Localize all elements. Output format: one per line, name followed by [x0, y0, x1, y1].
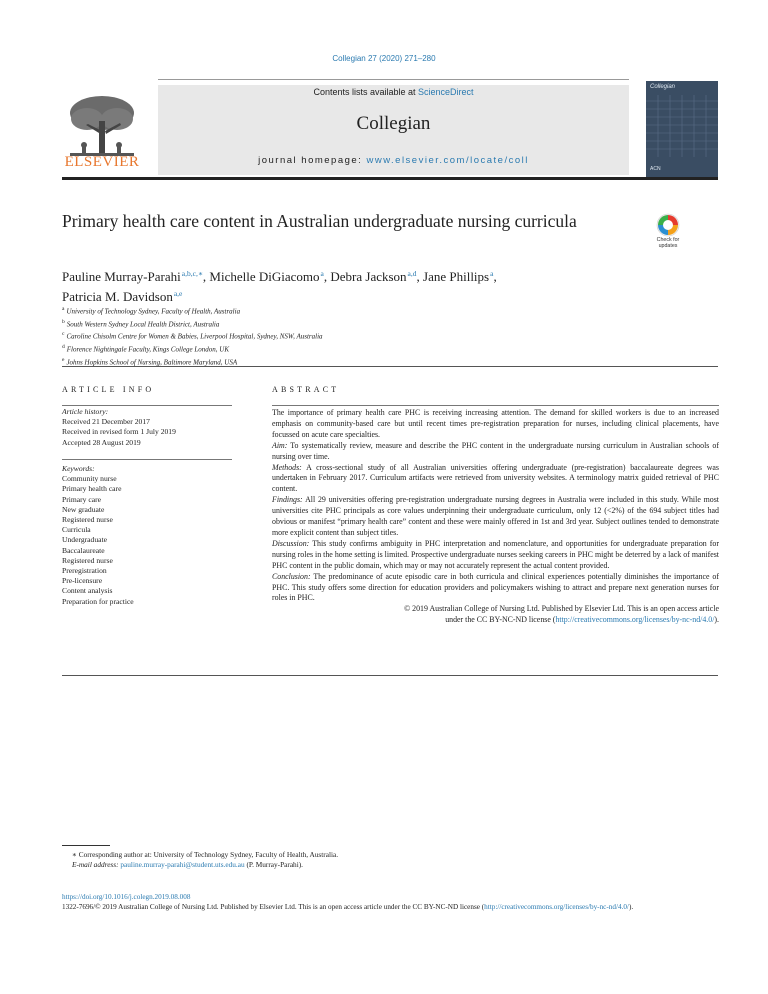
banner-top-rule: [158, 79, 629, 80]
journal-citation[interactable]: Collegian 27 (2020) 271–280: [332, 54, 436, 63]
author-marks[interactable]: a: [320, 269, 324, 278]
abstract-heading: ABSTRACT: [272, 385, 340, 394]
affiliation-item: $^d$ Florence Nightingale Faculty, Kings College London, UK: [62, 343, 230, 354]
doi-link[interactable]: https://doi.org/10.1016/j.colegn.2019.08.008: [62, 893, 191, 901]
article-title: Primary health care content in Australian undergraduate nursing curricula: [62, 211, 577, 231]
abstract-bottom-rule: [62, 675, 718, 676]
author-name[interactable]: Pauline Murray-Parahi: [62, 269, 181, 284]
affiliation-item: $^c$ Caroline Chisolm Centre for Women & Babies, Liverpool Hospital, Sydney, NSW, Australia: [62, 331, 323, 341]
abstract-methods: Methods: A cross-sectional study of all Australian universities offering undergraduate (pre-registration) baccalaureate degrees was undertaken in February 2017. Curriculum artifacts were retrieved from university websites. A terminology matrix guided retrieval of PHC content.: [272, 462, 719, 494]
history-item: Accepted 28 August 2019: [62, 437, 141, 447]
keywords: [62, 464, 232, 607]
article-info-rule: [62, 405, 232, 406]
email-line: E-mail address: pauline.murray-parahi@student.uts.edu.au (P. Murray-Parahi).: [72, 859, 303, 869]
abstract-rule: [272, 405, 719, 406]
abstract-findings: Findings: All 29 universities offering pre-registration undergraduate nursing degrees in Australia were included in this study. While most universities cite PHC principals as core values underpinning their undergraduate curriculum, only 12 (<2%) of the 694 subject titles had obvious or manifest “primary health care” content and these were mainly offered in 1st and 3rd year. Subject outlines tended to demonstrate more explicit content than subject titles.: [272, 495, 719, 537]
abstract-copyright: © 2019 Australian College of Nursing Ltd. Published by Elsevier Ltd. This is an open access article under the CC BY-NC-ND license (http://creativecommons.org/licenses/by-nc-nd/4.0/).: [404, 604, 719, 625]
corresponding-footnote: [62, 850, 392, 869]
article-info-heading: ARTICLE INFO: [62, 385, 155, 394]
affiliation-item: $^e$ Johns Hopkins School of Nursing, Baltimore Maryland, USA: [62, 356, 238, 366]
cover-pattern-icon: [646, 95, 718, 157]
history-item: Received 21 December 2017: [62, 417, 150, 427]
article-history-label: Article history:: [62, 407, 109, 416]
author-marks[interactable]: a: [490, 269, 494, 278]
keyword-item: Preparation for practice: [62, 596, 134, 606]
section-rule: [62, 366, 718, 367]
keyword-item: Curricula: [62, 525, 91, 535]
author-name[interactable]: Michelle DiGiacomo: [209, 269, 320, 284]
footer-license-link[interactable]: http://creativecommons.org/licenses/by-nc-nd/4.0/: [484, 903, 629, 911]
author-name[interactable]: Jane Phillips: [423, 269, 490, 284]
abstract-conclusion: Conclusion: The predominance of acute episodic care in both curricula and clinical experiences potentially diminishes the importance of PHC. This study offers some direction for education providers and policymakers wishing to attract and prepare next generation nurses for roles in PHC.: [272, 571, 719, 603]
keyword-item: Baccalaureate: [62, 545, 105, 555]
journal-title: Collegian: [356, 113, 431, 134]
abstract-body: [272, 408, 719, 626]
keyword-item: Registered nurse: [62, 555, 113, 565]
contents-available: Contents lists available at ScienceDirect: [313, 87, 474, 97]
license-link[interactable]: http://creativecommons.org/licenses/by-nc-nd/4.0/: [555, 615, 715, 625]
author-list: Pauline Murray-Parahi$^{a,b,c,∗}$, Michelle DiGiacomo$^a$, Debra Jackson$^{a,d}$, Jane Phillips$^a$, Patricia M. Davidson$^{a,e}$: [62, 269, 497, 304]
author-marks[interactable]: a,b,c,∗: [181, 269, 203, 278]
abstract-intro: The importance of primary health care PHC is receiving increasing attention. The demand for skilled workers is due to an increased emphasis on community-based care but until recent times pre-registration preparation for nurses, including clinical placements, have focussed on acute care specialties.: [272, 408, 719, 439]
email-link[interactable]: pauline.murray-parahi@student.uts.edu.au: [120, 859, 245, 869]
doi-line: [62, 893, 718, 903]
check-for-updates-label: Check for updates: [656, 237, 680, 249]
author-name[interactable]: Patricia M. Davidson: [62, 289, 173, 304]
publisher-wordmark: ELSEVIER: [64, 154, 140, 170]
keyword-item: Preregistration: [62, 566, 107, 576]
keyword-item: Registered nurse: [62, 515, 113, 525]
cover-title: Collegian: [650, 84, 676, 90]
keywords-label: Keywords:: [62, 464, 95, 473]
abstract-discussion: Discussion: This study confirms ambiguity in PHC interpretation and nomenclature, and opportunities for undergraduate preparation for nursing roles in the home setting is limited. Prospective undergraduate nurses seeking careers in PHC might be deterred by a lack of manifest PHC content in the public domain, which may or may not accurately represent the actual content provided.: [272, 538, 719, 570]
keywords-rule: [62, 459, 232, 460]
author-marks[interactable]: a,d: [407, 269, 417, 278]
history-item: Received in revised form 1 July 2019: [62, 427, 176, 437]
author-marks[interactable]: a,e: [173, 289, 183, 298]
footer-license: 1322-7696/© 2019 Australian College of Nursing Ltd. Published by Elsevier Ltd. This is an open access article under the CC BY-NC-ND license (http://creativecommons.org/licenses/by-nc-nd/4.0/).: [62, 903, 634, 911]
keyword-item: Content analysis: [62, 586, 113, 596]
keyword-item: Undergraduate: [62, 535, 107, 545]
footnote-rule: [62, 845, 110, 846]
keyword-item: Primary health care: [62, 484, 122, 494]
journal-cover-thumbnail[interactable]: [646, 81, 718, 177]
keyword-item: Community nurse: [62, 474, 117, 484]
affiliations: [62, 304, 662, 367]
article-history: [62, 407, 232, 448]
corresponding-author: ∗ Corresponding author at: University of Technology Sydney, Faculty of Health, Australia.: [72, 850, 339, 859]
keyword-item: New graduate: [62, 504, 105, 514]
abstract-aim: Aim: To systematically review, measure and describe the PHC content in the undergraduate nursing curriculum in Australian schools of nursing over time.: [272, 440, 719, 461]
header-rule: [62, 177, 718, 180]
homepage-link[interactable]: www.elsevier.com/locate/coll: [366, 155, 529, 166]
journal-homepage: journal homepage: www.elsevier.com/locate/coll: [258, 155, 529, 166]
keyword-item: Primary care: [62, 494, 102, 504]
cover-badge: ACN: [650, 166, 661, 172]
author-name[interactable]: Debra Jackson: [330, 269, 407, 284]
affiliation-item: $^b$ South Western Sydney Local Health District, Australia: [62, 318, 220, 328]
affiliation-item: $^a$ University of Technology Sydney, Faculty of Health, Australia: [62, 306, 241, 316]
sciencedirect-link[interactable]: ScienceDirect: [418, 87, 474, 97]
keyword-item: Pre-licensure: [62, 576, 103, 586]
